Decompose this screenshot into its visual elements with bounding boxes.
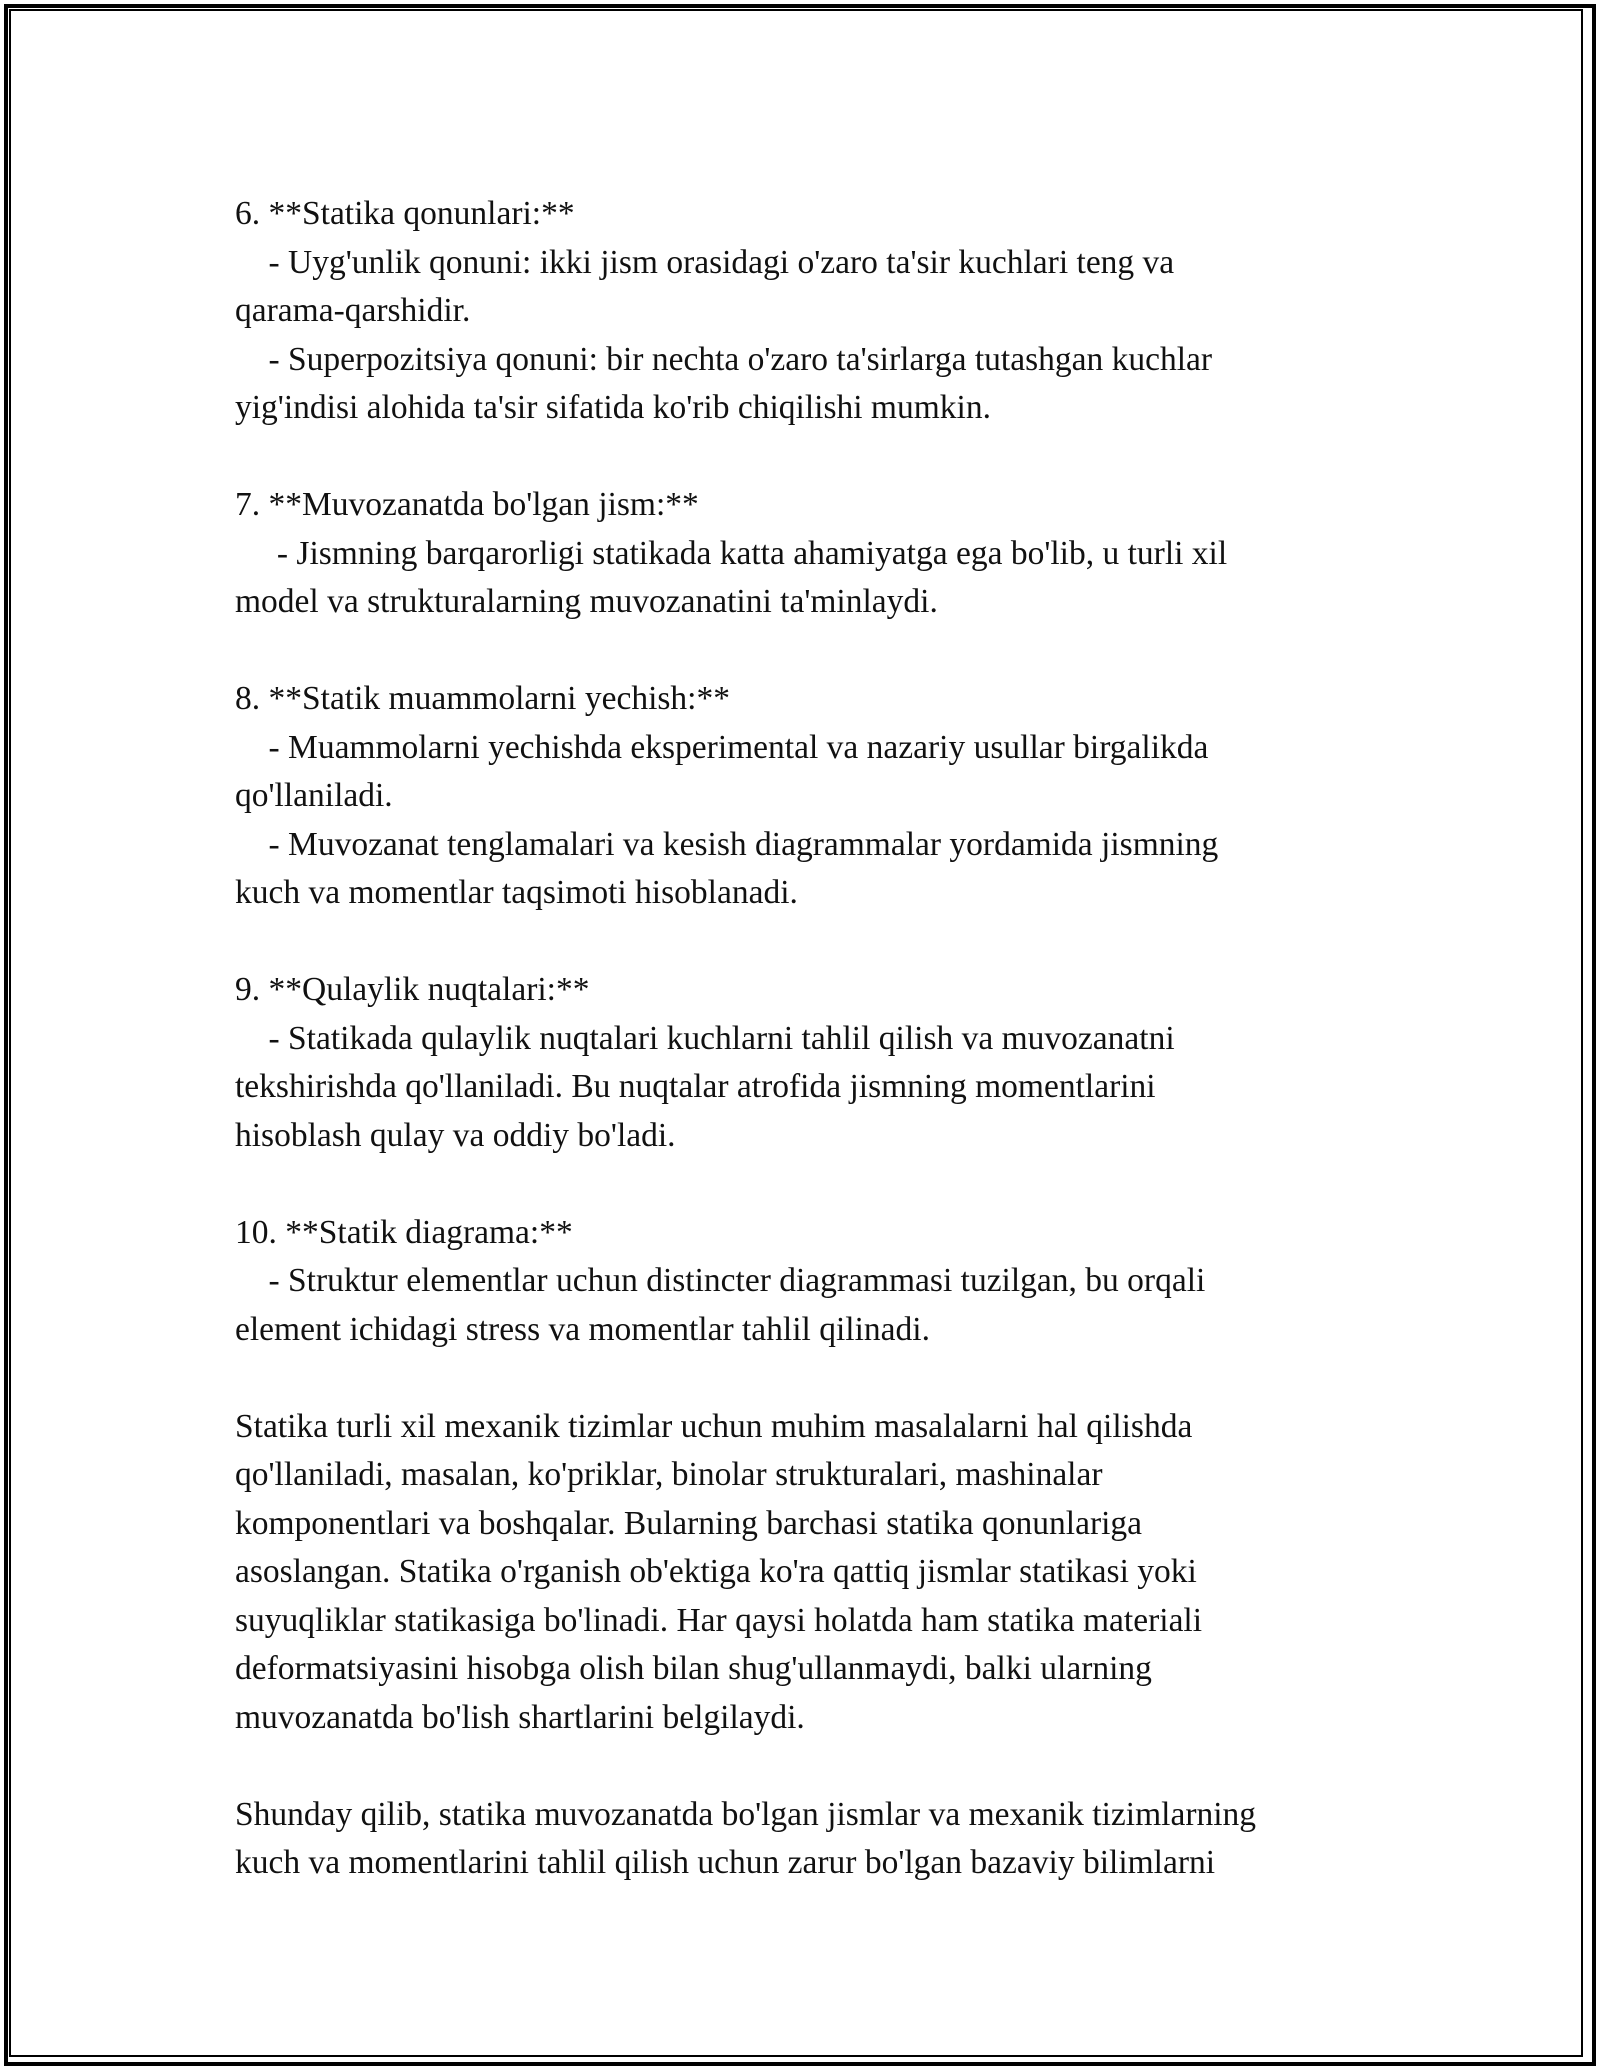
section-heading: 10. **Statik diagrama:** — [235, 1213, 573, 1251]
paragraph-spacer — [235, 1742, 1365, 1791]
section-statik-muammolarni-yechish — [235, 675, 1365, 918]
text-line: muvozanatda bo'lish shartlarini belgilaydi. — [235, 1698, 805, 1736]
section-muvozanatda-bolgan-jism — [235, 481, 1365, 627]
text-line: suyuqliklar statikasiga bo'linadi. Har qaysi holatda ham statika materiali — [235, 1601, 1203, 1639]
text-line: - Jismning barqarorligi statikada katta ahamiyatga ega bo'lib, u turli xil — [235, 534, 1228, 572]
text-line: qarama-qarshidir. — [235, 292, 471, 329]
text-line: kuch va momentlarini tahlil qilish uchun zarur bo'lgan bazaviy bilimlarni — [235, 1844, 1216, 1881]
section-qulaylik-nuqtalari — [235, 966, 1365, 1160]
paragraph-spacer — [235, 1160, 1365, 1209]
text-line: - Muvozanat tenglamalari va kesish diagrammalar yordamida jismning — [235, 825, 1219, 863]
text-line: element ichidagi stress va momentlar tahlil qilinadi. — [235, 1310, 930, 1348]
section-statika-qonunlari — [235, 190, 1365, 433]
paragraph-spacer — [235, 627, 1365, 676]
text-line: kuch va momentlar taqsimoti hisoblanadi. — [235, 874, 798, 911]
paragraph-spacer — [235, 1354, 1365, 1403]
section-heading: 8. **Statik muammolarni yechish:** — [235, 680, 730, 717]
text-line: asoslangan. Statika o'rganish ob'ektiga ko'ra qattiq jismlar statikasi yoki — [235, 1553, 1197, 1590]
text-line: qo'llaniladi, masalan, ko'priklar, binolar strukturalari, mashinalar — [235, 1456, 1103, 1493]
text-line: qo'llaniladi. — [235, 777, 393, 814]
section-heading: 6. **Statika qonunlari:** — [235, 195, 575, 232]
text-line: model va strukturalarning muvozanatini ta'minlaydi. — [235, 583, 938, 620]
text-line: yig'indisi alohida ta'sir sifatida ko'rib chiqilishi mumkin. — [235, 389, 991, 426]
text-line: - Struktur elementlar uchun distincter diagrammasi tuzilgan, bu orqali — [235, 1262, 1206, 1299]
text-line: - Superpozitsiya qonuni: bir nechta o'zaro ta'sirlarga tutashgan kuchlar — [235, 340, 1213, 378]
text-line: - Uyg'unlik qonuni: ikki jism orasidagi o'zaro ta'sir kuchlari teng va — [235, 243, 1175, 281]
section-statik-diagrama — [235, 1209, 1365, 1355]
conclusion-paragraph — [235, 1791, 1365, 1888]
text-line: Shunday qilib, statika muvozanatda bo'lgan jismlar va mexanik tizimlarning — [235, 1795, 1257, 1833]
summary-paragraph — [235, 1403, 1365, 1743]
text-line: tekshirishda qo'llaniladi. Bu nuqtalar atrofida jismning momentlarini — [235, 1068, 1156, 1105]
text-line: komponentlari va boshqalar. Bularning barchasi statika qonunlariga — [235, 1504, 1143, 1542]
section-heading: 9. **Qulaylik nuqtalari:** — [235, 971, 590, 1008]
text-line: hisoblash qulay va oddiy bo'ladi. — [235, 1116, 676, 1154]
paragraph-spacer — [235, 433, 1365, 482]
text-line: - Muammolarni yechishda eksperimental va nazariy usullar birgalikda — [235, 728, 1209, 766]
text-line: - Statikada qulaylik nuqtalari kuchlarni tahlil qilish va muvozanatni — [235, 1019, 1175, 1057]
paragraph-spacer — [235, 918, 1365, 967]
text-line: Statika turli xil mexanik tizimlar uchun muhim masalalarni hal qilishda — [235, 1407, 1193, 1445]
text-line: deformatsiyasini hisobga olish bilan shug'ullanmaydi, balki ularning — [235, 1650, 1152, 1687]
section-heading: 7. **Muvozanatda bo'lgan jism:** — [235, 486, 699, 523]
document-body — [235, 190, 1365, 1888]
